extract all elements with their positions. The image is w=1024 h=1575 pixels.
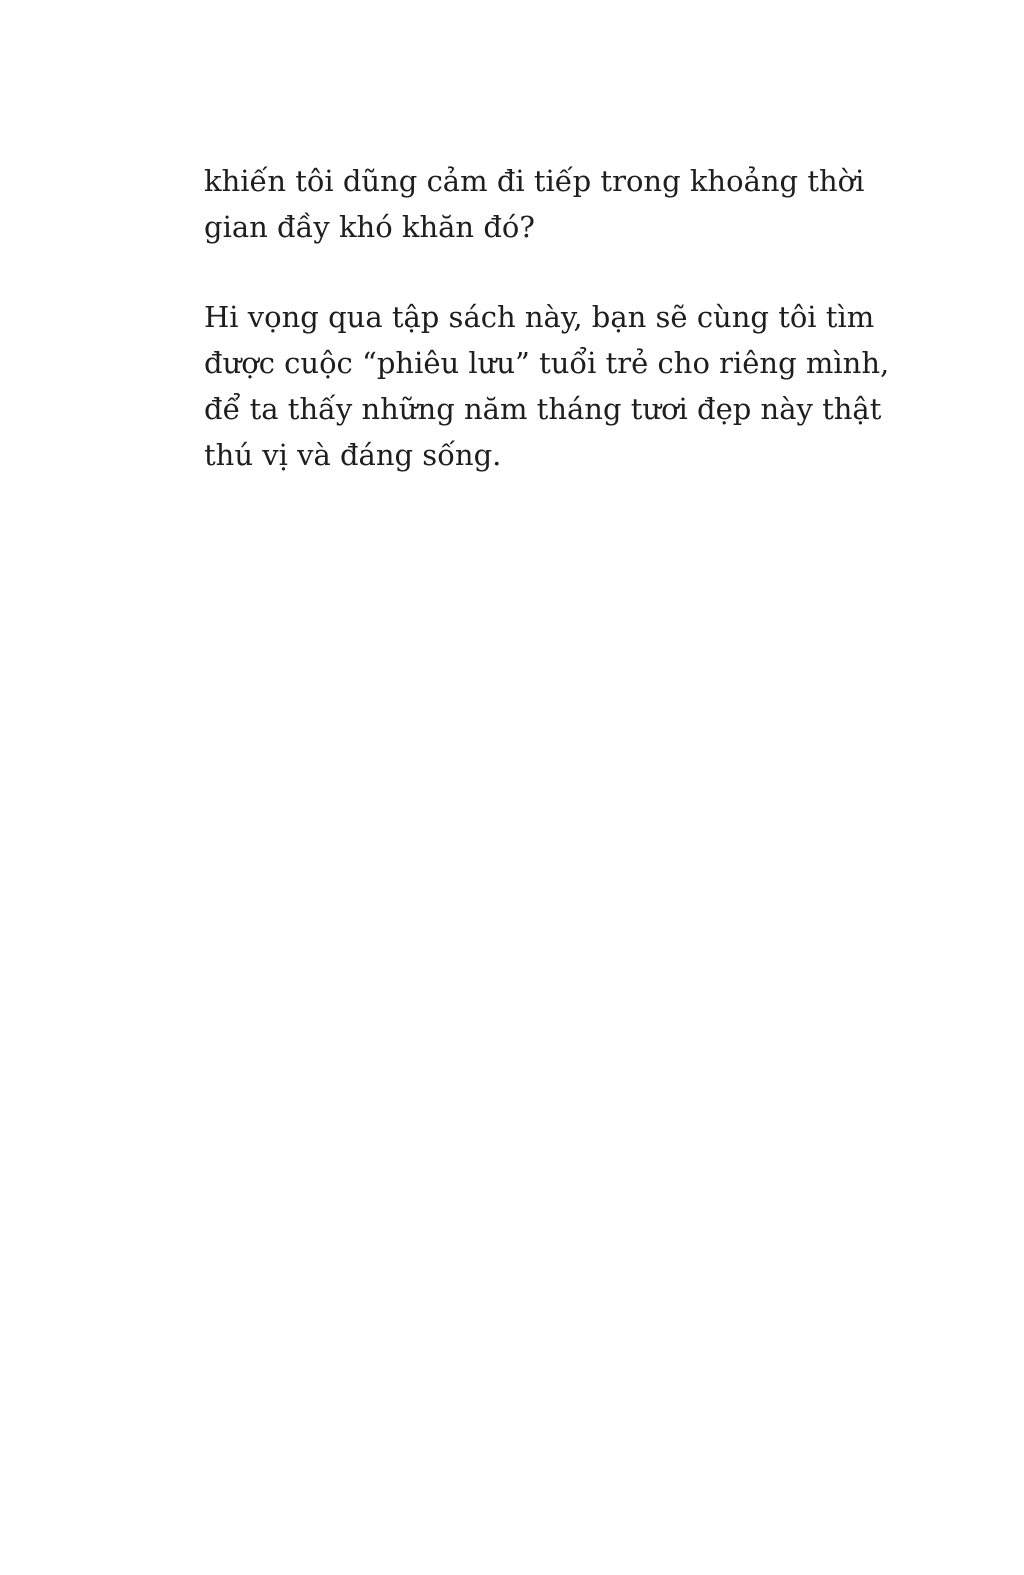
paragraph-2-line-4: thú vị và đáng sống.	[204, 438, 502, 472]
paragraph-1-line-1: khiến tôi dũng cảm đi tiếp trong khoảng thời	[204, 164, 865, 198]
paragraph-2-line-3: để ta thấy những năm tháng tươi đẹp này thật	[204, 392, 882, 426]
paragraph-1-line-2: gian đầy khó khăn đó?	[204, 210, 535, 244]
paragraph-1	[204, 158, 865, 250]
paragraph-2-line-1: Hi vọng qua tập sách này, bạn sẽ cùng tôi tìm	[204, 300, 875, 334]
paragraph-2	[204, 294, 890, 478]
paragraph-2-line-2: được cuộc “phiêu lưu” tuổi trẻ cho riêng mình,	[204, 346, 890, 380]
